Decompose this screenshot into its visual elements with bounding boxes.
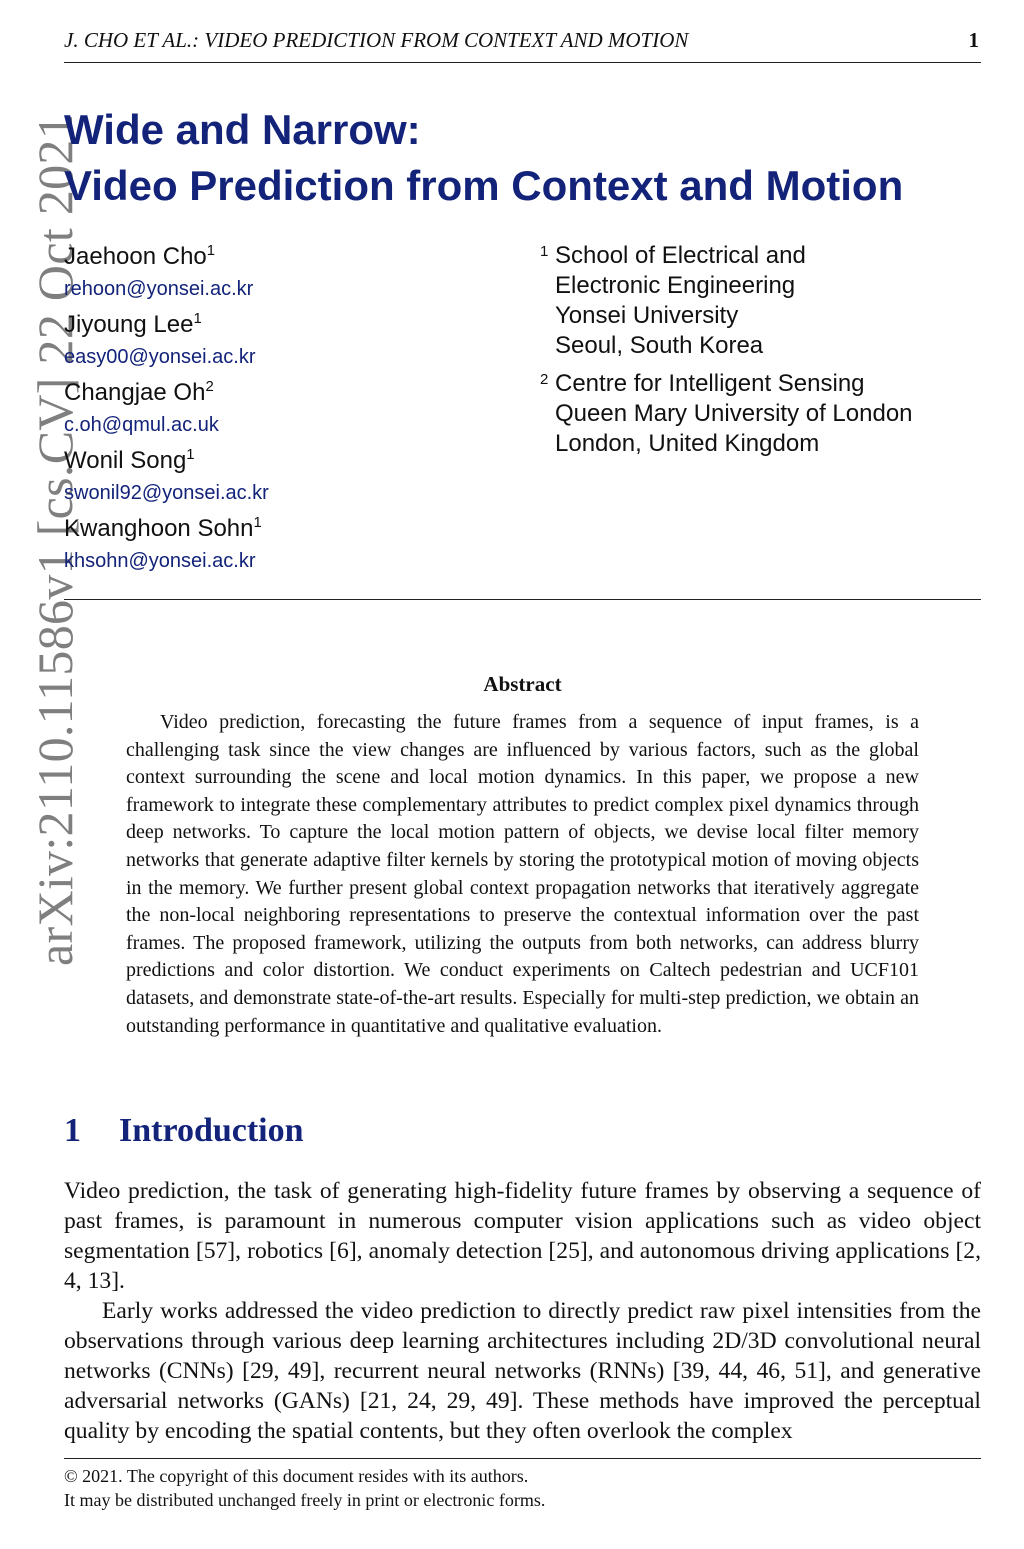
author-affil-mark: 1: [206, 242, 216, 259]
author-affil-mark: 2: [205, 378, 214, 395]
affiliation-line: Queen Mary University of London: [555, 400, 913, 427]
arxiv-stamp: arXiv:2110.11586v1 [cs.CV] 22 Oct 2021: [27, 113, 83, 966]
copyright-footnote: [64, 1464, 981, 1512]
title-block-rule: [64, 599, 981, 600]
author-entry: [64, 377, 504, 445]
author-affil-mark: 1: [193, 310, 202, 327]
footnote-rule: [64, 1458, 981, 1459]
author-affil-mark: 1: [186, 446, 195, 463]
author-name: Wonil Song: [64, 447, 187, 474]
abstract-text: Video prediction, forecasting the future frames from a sequence of input frames, is a challenging task since the view changes are influenced by various factors, such as the global context surrounding the scene and local motion dynamics. In this paper, we propose a new framework to integrate these complementary attributes to predict complex pixel dynamics through deep networks. To capture the local motion pattern of objects, we devise local filter memory networks that generate adaptive filter kernels by storing the prototypical motion of moving objects in the memory. We further present global context propagation networks that iteratively aggregate the non-local neighboring representations to preserve the contextual information over the past frames. The proposed framework, utilizing the outputs from both networks, can address blurry predictions and color distortion. We conduct experiments on Caltech pedestrian and UCF101 datasets, and demonstrate state-of-the-art results. Especially for multi-step prediction, we obtain an outstanding performance in quantitative and qualitative evaluation.: [126, 711, 919, 1037]
affiliation-line: Centre for Intelligent Sensing: [555, 370, 865, 397]
author-name: Jaehoon Cho: [64, 243, 207, 270]
affiliation-line: Seoul, South Korea: [555, 332, 764, 359]
author-email[interactable]: swonil92@yonsei.ac.kr: [64, 482, 269, 504]
author-entry: [64, 241, 504, 309]
section-heading: [64, 1110, 304, 1152]
author-entry: [64, 445, 504, 513]
running-header: [64, 27, 981, 53]
affiliation-line: School of Electrical and: [555, 242, 806, 269]
affiliation-mark: 1: [540, 243, 549, 260]
author-affil-mark: 1: [253, 514, 262, 531]
title-line-2: Video Prediction from Context and Motion: [64, 162, 904, 209]
abstract-heading: Abstract: [483, 672, 562, 696]
section-number: 1: [64, 1112, 81, 1149]
author-name: Jiyoung Lee: [64, 311, 194, 338]
affiliation-line: Yonsei University: [555, 302, 739, 329]
author-email[interactable]: easy00@yonsei.ac.kr: [64, 346, 256, 368]
author-email[interactable]: c.oh@qmul.ac.uk: [64, 414, 219, 436]
distribution-line: It may be distributed unchanged freely in print or electronic forms.: [64, 1490, 546, 1510]
running-title: J. CHO ET AL.: VIDEO PREDICTION FROM CONTEXT AND MOTION: [64, 28, 689, 52]
author-name: Changjae Oh: [64, 379, 206, 406]
author-entry: [64, 309, 504, 377]
paper-title: [64, 102, 964, 214]
author-list: [64, 241, 504, 581]
header-rule: [64, 62, 981, 63]
paragraph: Early works addressed the video prediction to directly predict raw pixel intensities from the observations through various deep learning architectures including 2D/3D convolutional neural networks (CNNs) [29, 49], recurrent neural networks (RNNs) [39, 44, 46, 51], and generative adversarial networks (GANs) [21, 24, 29, 49]. These methods have improved the perceptual quality by encoding the spatial contents, but they often overlook the complex: [64, 1298, 981, 1444]
affiliation-entry: [540, 241, 980, 361]
section-title: Introduction: [119, 1112, 304, 1149]
author-email[interactable]: rehoon@yonsei.ac.kr: [64, 278, 254, 300]
page-number: 1: [968, 28, 979, 52]
author-entry: [64, 513, 504, 581]
paragraph: Video prediction, the task of generating high-fidelity future frames by observing a sequence of past frames, is paramount in numerous computer vision applications such as video object segmentation [57], robotics [6], anomaly detection [25], and autonomous driving applications [2, 4, 13].: [64, 1178, 981, 1294]
affiliation-line: Electronic Engineering: [555, 272, 796, 299]
affiliation-entry: [540, 369, 980, 459]
title-line-1: Wide and Narrow:: [64, 106, 421, 153]
author-name: Kwanghoon Sohn: [64, 515, 254, 542]
affiliation-line: London, United Kingdom: [555, 430, 820, 457]
copyright-line: © 2021. The copyright of this document resides with its authors.: [64, 1466, 529, 1486]
introduction-body: [64, 1176, 981, 1446]
affiliation-mark: 2: [540, 371, 549, 388]
author-email[interactable]: khsohn@yonsei.ac.kr: [64, 550, 256, 572]
affiliation-list: [540, 241, 980, 467]
